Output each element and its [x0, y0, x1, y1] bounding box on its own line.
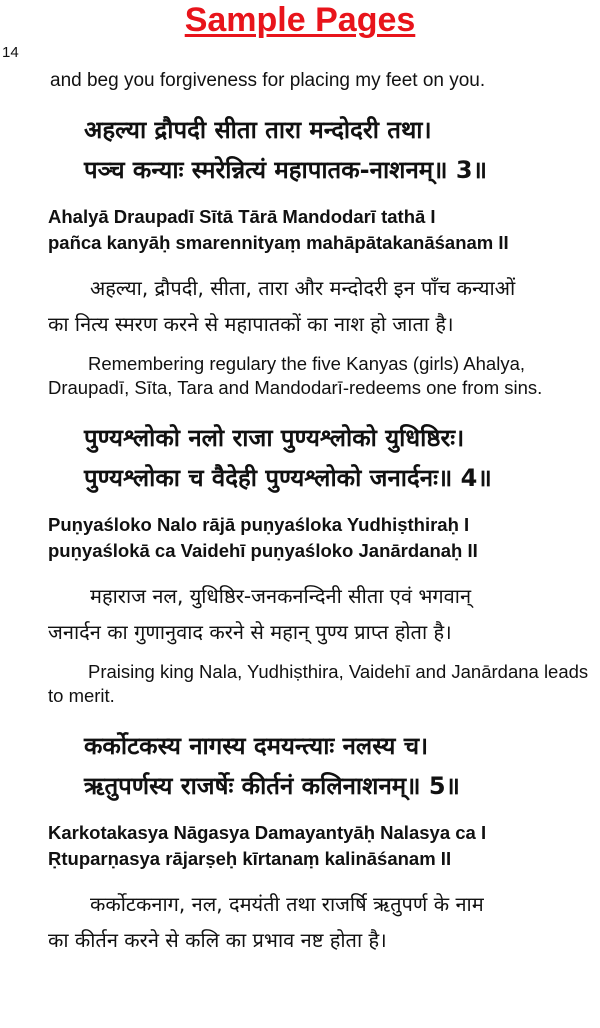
page-content [48, 68, 596, 972]
sanskrit-verse [84, 418, 596, 498]
translit-line: puṇyaślokā ca Vaidehī puṇyaśloko Janārdanaḥ II [48, 540, 478, 561]
hindi-line: का कीर्तन करने से कलि का प्रभाव नष्ट होता है। [48, 928, 387, 952]
shloka-section-4 [48, 418, 596, 708]
hindi-meaning [48, 270, 596, 342]
sanskrit-verse [84, 110, 596, 190]
verse-line: ऋतुपर्णस्य राजर्षेः कीर्तनं कलिनाशनम्॥ 5॥ [84, 772, 460, 800]
verse-line: कर्कोटकस्य नागस्य दमयन्त्याः नलस्य च। [84, 732, 429, 760]
page-number: 14 [2, 44, 19, 61]
hindi-line: का नित्य स्मरण करने से महापातकों का नाश हो जाता है। [48, 312, 454, 336]
transliteration [48, 512, 596, 564]
hindi-meaning [48, 886, 596, 958]
transliteration [48, 820, 596, 872]
verse-line: पुण्यश्लोका च वैदेही पुण्यश्लोको जनार्दनः॥ 4॥ [84, 464, 492, 492]
transliteration [48, 204, 596, 256]
hindi-line: जनार्दन का गुणानुवाद करने से महान् पुण्य प्राप्त होता है। [48, 620, 452, 644]
verse-line: पुण्यश्लोको नलो राजा पुण्यश्लोको युधिष्ठिरः। [84, 424, 465, 452]
hindi-line: कर्कोटकनाग, नल, दमयंती तथा राजर्षि ऋतुपर्ण के नाम [90, 892, 484, 916]
header-title: Sample Pages [184, 1, 416, 39]
verse-line: पञ्च कन्याः स्मरेन्नित्यं महापातक-नाशनम्॥ 3॥ [84, 156, 487, 184]
hindi-line: महाराज नल, युधिष्ठिर-जनकनन्दिनी सीता एवं भगवान् [90, 584, 472, 608]
translit-line: Puṇyaśloko Nalo rājā puṇyaśloka Yudhiṣthiraḥ I [48, 514, 470, 535]
translit-line: Karkotakasya Nāgasya Damayantyāḥ Nalasya ca I [48, 822, 487, 843]
verse-line: अहल्या द्रौपदी सीता तारा मन्दोदरी तथा। [84, 116, 432, 144]
english-translation: Praising king Nala, Yudhiṣthira, Vaidehī and Janārdana leads to merit. [48, 661, 589, 706]
translit-line: pañca kanyāḥ smarennityaṃ mahāpātakanāśanam II [48, 232, 509, 253]
shloka-section-3 [48, 110, 596, 400]
hindi-meaning [48, 578, 596, 650]
intro-text: and beg you forgiveness for placing my feet on you. [50, 70, 486, 91]
shloka-section-5 [48, 726, 596, 958]
sanskrit-verse [84, 726, 596, 806]
page-header [0, 0, 600, 40]
translit-line: Ahalyā Draupadī Sītā Tārā Mandodarī tathā I [48, 206, 436, 227]
english-translation: Remembering regulary the five Kanyas (girls) Ahalya, Draupadī, Sīta, Tara and Mandodarī-redeems one from sins. [48, 353, 543, 398]
translit-line: Ṛtuparṇasya rājarṣeḥ kīrtanaṃ kalināśanam II [48, 848, 452, 869]
hindi-line: अहल्या, द्रौपदी, सीता, तारा और मन्दोदरी इन पाँच कन्याओं [90, 276, 516, 300]
